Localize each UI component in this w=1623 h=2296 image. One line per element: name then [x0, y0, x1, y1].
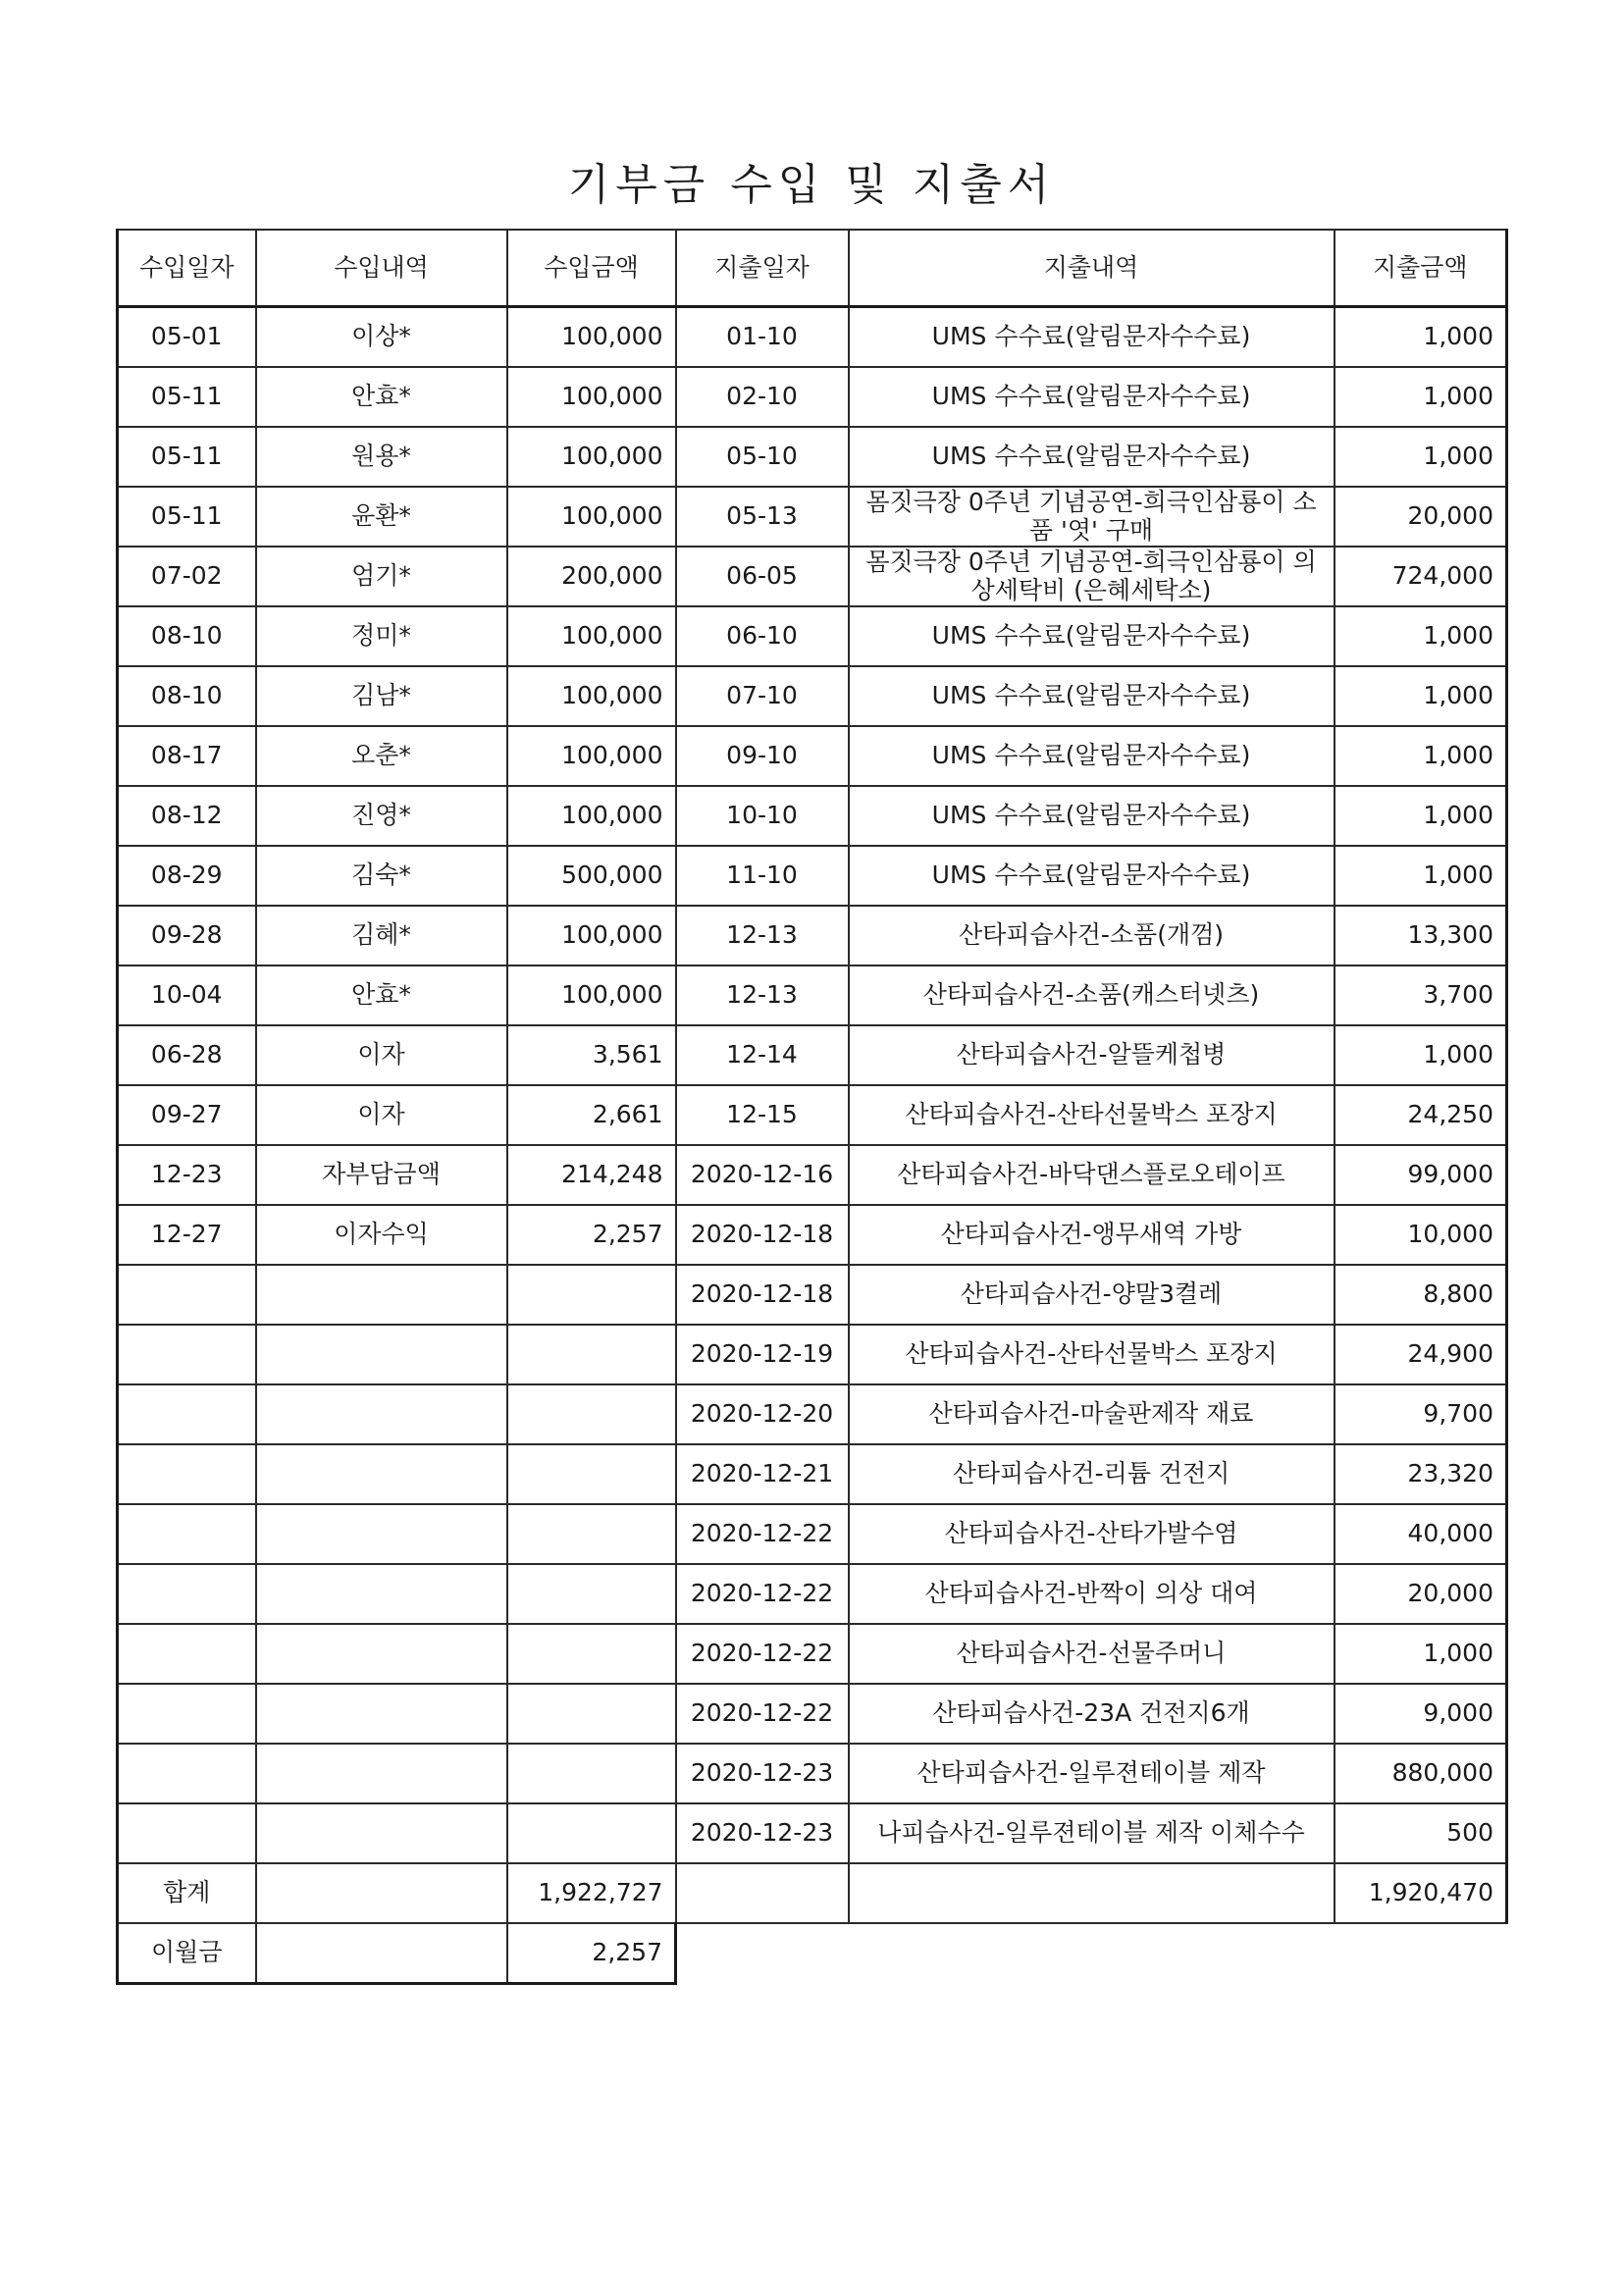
income-amount-cell	[507, 1444, 676, 1504]
carryover-row	[118, 1923, 1507, 1984]
table-row	[118, 726, 1507, 786]
income-date-cell: 10-04	[118, 965, 256, 1025]
income-desc-cell	[256, 1444, 507, 1504]
total-label: 합계	[118, 1863, 256, 1923]
table-row	[118, 965, 1507, 1025]
table-row	[118, 1564, 1507, 1624]
income-desc-cell: 오춘*	[256, 726, 507, 786]
table-row	[118, 1325, 1507, 1384]
income-date-cell	[118, 1384, 256, 1444]
expense-desc-cell: UMS 수수료(알림문자수수료)	[849, 786, 1335, 846]
income-amount-cell: 100,000	[507, 786, 676, 846]
income-desc-cell: 안효*	[256, 965, 507, 1025]
income-desc-cell: 이자수익	[256, 1205, 507, 1265]
expense-desc-cell: 산타피습사건-일루젼테이블 제작	[849, 1744, 1335, 1803]
table-row	[118, 1384, 1507, 1444]
income-amount-cell	[507, 1384, 676, 1444]
expense-amount-cell: 1,000	[1335, 726, 1507, 786]
income-amount-cell: 3,561	[507, 1025, 676, 1085]
income-desc-cell: 윤환*	[256, 487, 507, 547]
income-date-cell: 07-02	[118, 547, 256, 606]
income-date-cell: 09-27	[118, 1085, 256, 1145]
table-row	[118, 1444, 1507, 1504]
expense-desc-cell: 산타피습사건-앵무새역 가방	[849, 1205, 1335, 1265]
table-row	[118, 1025, 1507, 1085]
expense-amount-cell: 3,700	[1335, 965, 1507, 1025]
expense-date-cell: 2020-12-18	[676, 1205, 849, 1265]
income-date-cell: 12-23	[118, 1145, 256, 1205]
table-row	[118, 427, 1507, 487]
income-amount-cell: 100,000	[507, 606, 676, 666]
expense-desc-cell: 산타피습사건-양말3켤레	[849, 1265, 1335, 1325]
income-date-cell	[118, 1265, 256, 1325]
carryover-blank	[256, 1923, 507, 1984]
income-amount-cell: 100,000	[507, 906, 676, 965]
table-row	[118, 1085, 1507, 1145]
table-row	[118, 487, 1507, 547]
expense-desc-cell: UMS 수수료(알림문자수수료)	[849, 427, 1335, 487]
expense-desc-cell: 산타피습사건-소품(캐스터넷츠)	[849, 965, 1335, 1025]
header-expense-desc: 지출내역	[849, 230, 1335, 307]
expense-date-cell: 12-14	[676, 1025, 849, 1085]
expense-date-cell: 2020-12-22	[676, 1684, 849, 1744]
expense-amount-cell: 1,000	[1335, 606, 1507, 666]
expense-amount-cell: 1,000	[1335, 786, 1507, 846]
expense-desc-cell: 산타피습사건-산타가발수염	[849, 1504, 1335, 1564]
income-amount-cell: 100,000	[507, 307, 676, 368]
expense-desc-cell: UMS 수수료(알림문자수수료)	[849, 666, 1335, 726]
total-blank-2	[676, 1863, 849, 1923]
carryover-amount: 2,257	[507, 1923, 676, 1984]
expense-amount-cell: 40,000	[1335, 1504, 1507, 1564]
expense-date-cell: 07-10	[676, 666, 849, 726]
expense-date-cell: 2020-12-16	[676, 1145, 849, 1205]
income-desc-cell: 정미*	[256, 606, 507, 666]
table-row	[118, 786, 1507, 846]
expense-amount-cell: 880,000	[1335, 1744, 1507, 1803]
income-date-cell: 09-28	[118, 906, 256, 965]
expense-amount-cell: 9,000	[1335, 1684, 1507, 1744]
expense-date-cell: 10-10	[676, 786, 849, 846]
expense-date-cell: 01-10	[676, 307, 849, 368]
income-date-cell	[118, 1803, 256, 1863]
income-date-cell: 08-17	[118, 726, 256, 786]
income-date-cell	[118, 1564, 256, 1624]
expense-amount-cell: 1,000	[1335, 846, 1507, 906]
expense-amount-cell: 23,320	[1335, 1444, 1507, 1504]
income-date-cell	[118, 1504, 256, 1564]
expense-desc-cell: 몸짓극장 0주년 기념공연-희극인삼룡이 소품 '엿' 구매	[849, 487, 1335, 547]
expense-date-cell: 12-13	[676, 906, 849, 965]
expense-desc-cell: 산타피습사건-알뜰케첩병	[849, 1025, 1335, 1085]
income-desc-cell	[256, 1504, 507, 1564]
income-desc-cell: 원용*	[256, 427, 507, 487]
table-row	[118, 906, 1507, 965]
income-amount-cell	[507, 1504, 676, 1564]
expense-desc-cell: 산타피습사건-산타선물박스 포장지	[849, 1325, 1335, 1384]
table-row	[118, 547, 1507, 606]
expense-date-cell: 12-13	[676, 965, 849, 1025]
income-desc-cell: 자부담금액	[256, 1145, 507, 1205]
header-income-desc: 수입내역	[256, 230, 507, 307]
income-amount-cell: 2,257	[507, 1205, 676, 1265]
expense-amount-cell: 20,000	[1335, 1564, 1507, 1624]
income-date-cell	[118, 1444, 256, 1504]
table-row	[118, 606, 1507, 666]
table-row	[118, 1265, 1507, 1325]
income-amount-cell	[507, 1744, 676, 1803]
expense-desc-cell: UMS 수수료(알림문자수수료)	[849, 846, 1335, 906]
income-amount-cell: 2,661	[507, 1085, 676, 1145]
income-date-cell: 05-11	[118, 427, 256, 487]
table-row	[118, 1684, 1507, 1744]
expense-desc-cell: 산타피습사건-마술판제작 재료	[849, 1384, 1335, 1444]
table-row	[118, 1145, 1507, 1205]
income-desc-cell	[256, 1684, 507, 1744]
income-amount-cell	[507, 1265, 676, 1325]
income-amount-cell: 100,000	[507, 487, 676, 547]
table-row	[118, 367, 1507, 427]
expense-amount-cell: 24,250	[1335, 1085, 1507, 1145]
carryover-label: 이월금	[118, 1923, 256, 1984]
income-desc-cell	[256, 1624, 507, 1684]
income-desc-cell	[256, 1384, 507, 1444]
expense-date-cell: 02-10	[676, 367, 849, 427]
expense-date-cell: 11-10	[676, 846, 849, 906]
expense-date-cell: 2020-12-18	[676, 1265, 849, 1325]
income-date-cell: 08-10	[118, 606, 256, 666]
income-date-cell: 05-11	[118, 367, 256, 427]
header-expense-date: 지출일자	[676, 230, 849, 307]
expense-desc-cell: 몸짓극장 0주년 기념공연-희극인삼룡이 의상세탁비 (은혜세탁소)	[849, 547, 1335, 606]
expense-date-cell: 05-10	[676, 427, 849, 487]
income-date-cell: 05-01	[118, 307, 256, 368]
expense-amount-cell: 1,000	[1335, 1025, 1507, 1085]
header-expense-amount: 지출금액	[1335, 230, 1507, 307]
income-amount-cell: 100,000	[507, 367, 676, 427]
ledger-body	[118, 307, 1507, 1864]
expense-desc-cell: UMS 수수료(알림문자수수료)	[849, 307, 1335, 368]
expense-desc-cell: UMS 수수료(알림문자수수료)	[849, 367, 1335, 427]
expense-desc-cell: 산타피습사건-23A 건전지6개	[849, 1684, 1335, 1744]
income-date-cell: 06-28	[118, 1025, 256, 1085]
total-row	[118, 1863, 1507, 1923]
expense-desc-cell: UMS 수수료(알림문자수수료)	[849, 726, 1335, 786]
income-amount-cell	[507, 1624, 676, 1684]
total-blank	[256, 1863, 507, 1923]
table-row	[118, 1504, 1507, 1564]
expense-amount-cell: 8,800	[1335, 1265, 1507, 1325]
expense-amount-cell: 500	[1335, 1803, 1507, 1863]
income-date-cell: 05-11	[118, 487, 256, 547]
income-date-cell	[118, 1325, 256, 1384]
income-date-cell: 08-29	[118, 846, 256, 906]
income-desc-cell: 김혜*	[256, 906, 507, 965]
income-date-cell	[118, 1744, 256, 1803]
expense-desc-cell: 나피습사건-일루젼테이블 제작 이체수수	[849, 1803, 1335, 1863]
expense-date-cell: 12-15	[676, 1085, 849, 1145]
expense-desc-cell: 산타피습사건-바닥댄스플로오테이프	[849, 1145, 1335, 1205]
income-date-cell	[118, 1684, 256, 1744]
expense-amount-cell: 24,900	[1335, 1325, 1507, 1384]
income-desc-cell	[256, 1265, 507, 1325]
income-amount-cell	[507, 1684, 676, 1744]
income-amount-cell: 500,000	[507, 846, 676, 906]
expense-amount-cell: 1,000	[1335, 427, 1507, 487]
expense-amount-cell: 1,000	[1335, 307, 1507, 368]
income-desc-cell	[256, 1564, 507, 1624]
table-row	[118, 1803, 1507, 1863]
income-desc-cell: 이상*	[256, 307, 507, 368]
income-date-cell: 08-12	[118, 786, 256, 846]
total-expense: 1,920,470	[1335, 1863, 1507, 1923]
income-amount-cell: 100,000	[507, 427, 676, 487]
expense-amount-cell: 1,000	[1335, 666, 1507, 726]
total-income: 1,922,727	[507, 1863, 676, 1923]
table-row	[118, 307, 1507, 368]
income-desc-cell: 진영*	[256, 786, 507, 846]
table-row	[118, 666, 1507, 726]
header-income-amount: 수입금액	[507, 230, 676, 307]
income-amount-cell: 200,000	[507, 547, 676, 606]
expense-desc-cell: 산타피습사건-선물주머니	[849, 1624, 1335, 1684]
table-row	[118, 1624, 1507, 1684]
header-income-date: 수입일자	[118, 230, 256, 307]
expense-desc-cell: 산타피습사건-리튬 건전지	[849, 1444, 1335, 1504]
table-row	[118, 1205, 1507, 1265]
expense-date-cell: 2020-12-22	[676, 1564, 849, 1624]
expense-amount-cell: 20,000	[1335, 487, 1507, 547]
expense-desc-cell: 산타피습사건-산타선물박스 포장지	[849, 1085, 1335, 1145]
income-desc-cell: 이자	[256, 1085, 507, 1145]
expense-amount-cell: 13,300	[1335, 906, 1507, 965]
expense-desc-cell: UMS 수수료(알림문자수수료)	[849, 606, 1335, 666]
expense-amount-cell: 1,000	[1335, 1624, 1507, 1684]
expense-date-cell: 06-10	[676, 606, 849, 666]
expense-amount-cell: 99,000	[1335, 1145, 1507, 1205]
income-amount-cell: 100,000	[507, 965, 676, 1025]
table-row	[118, 1744, 1507, 1803]
expense-date-cell: 06-05	[676, 547, 849, 606]
table-row	[118, 846, 1507, 906]
income-desc-cell: 엄기*	[256, 547, 507, 606]
income-desc-cell: 안효*	[256, 367, 507, 427]
expense-date-cell: 09-10	[676, 726, 849, 786]
income-amount-cell: 100,000	[507, 666, 676, 726]
income-desc-cell	[256, 1803, 507, 1863]
expense-amount-cell: 10,000	[1335, 1205, 1507, 1265]
income-amount-cell: 100,000	[507, 726, 676, 786]
income-desc-cell: 김남*	[256, 666, 507, 726]
expense-date-cell: 2020-12-23	[676, 1803, 849, 1863]
income-amount-cell: 214,248	[507, 1145, 676, 1205]
header-row	[118, 230, 1507, 307]
expense-desc-cell: 산타피습사건-소품(개껌)	[849, 906, 1335, 965]
income-desc-cell: 이자	[256, 1025, 507, 1085]
income-date-cell: 08-10	[118, 666, 256, 726]
expense-date-cell: 2020-12-22	[676, 1504, 849, 1564]
expense-amount-cell: 1,000	[1335, 367, 1507, 427]
income-date-cell	[118, 1624, 256, 1684]
total-blank-3	[849, 1863, 1335, 1923]
income-desc-cell	[256, 1325, 507, 1384]
income-amount-cell	[507, 1803, 676, 1863]
income-desc-cell	[256, 1744, 507, 1803]
expense-date-cell: 2020-12-22	[676, 1624, 849, 1684]
expense-amount-cell: 9,700	[1335, 1384, 1507, 1444]
ledger-table	[116, 229, 1508, 1985]
expense-date-cell: 2020-12-23	[676, 1744, 849, 1803]
income-amount-cell	[507, 1325, 676, 1384]
expense-date-cell: 05-13	[676, 487, 849, 547]
expense-date-cell: 2020-12-20	[676, 1384, 849, 1444]
expense-date-cell: 2020-12-21	[676, 1444, 849, 1504]
income-desc-cell: 김숙*	[256, 846, 507, 906]
expense-amount-cell: 724,000	[1335, 547, 1507, 606]
income-amount-cell	[507, 1564, 676, 1624]
document-title: 기부금 수입 및 지출서	[567, 160, 1056, 210]
income-date-cell: 12-27	[118, 1205, 256, 1265]
expense-desc-cell: 산타피습사건-반짝이 의상 대여	[849, 1564, 1335, 1624]
expense-date-cell: 2020-12-19	[676, 1325, 849, 1384]
